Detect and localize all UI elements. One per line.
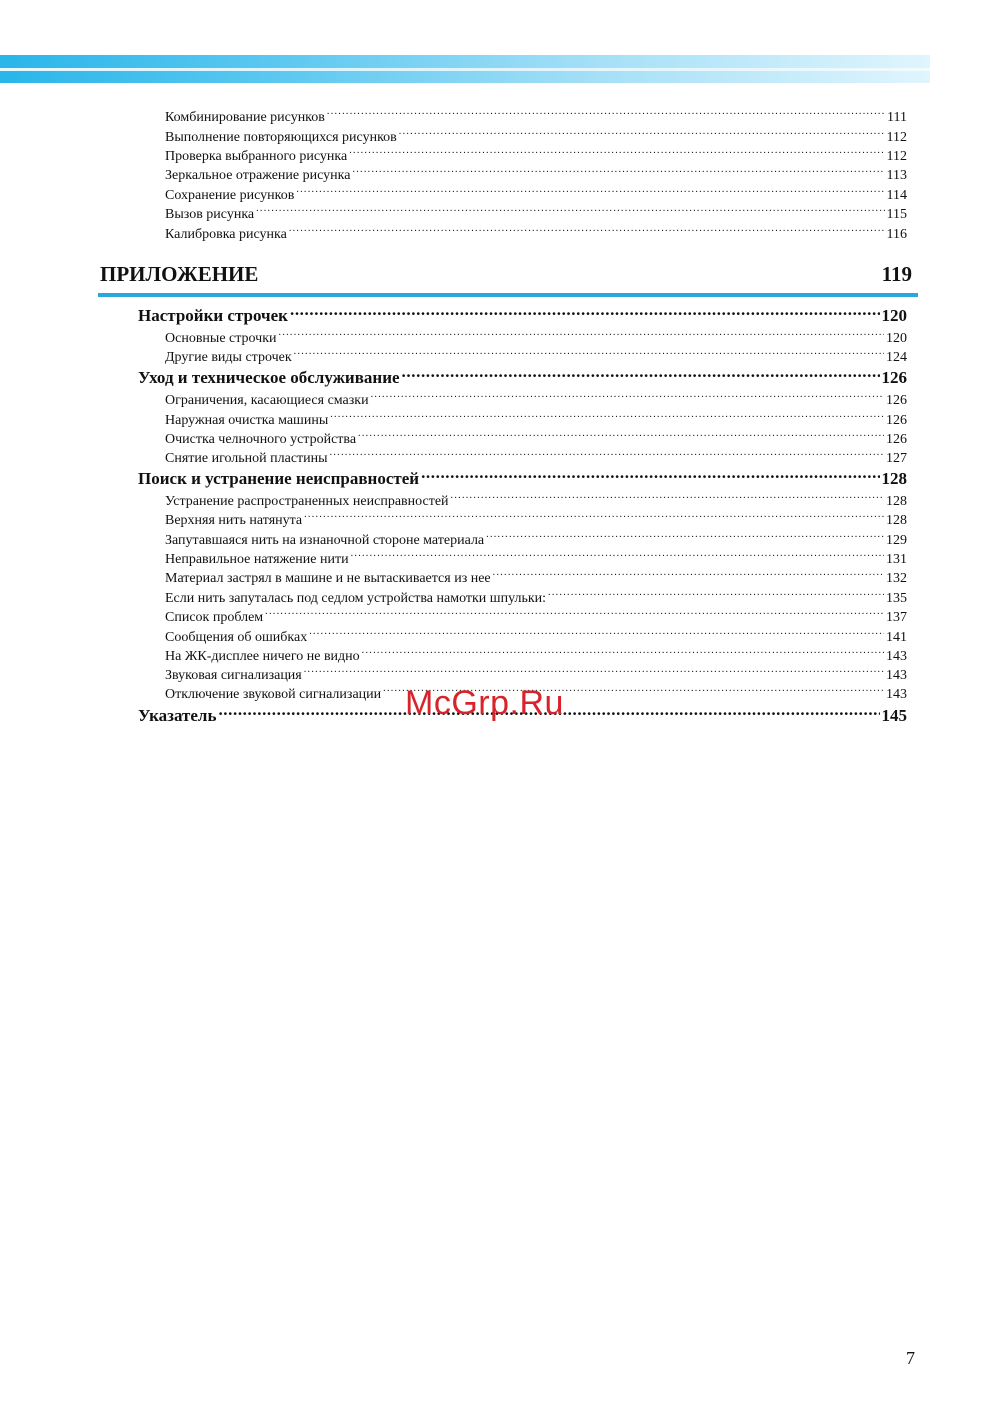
toc-item-title: Зеркальное отражение рисунка	[165, 168, 351, 183]
toc-item[interactable]	[165, 530, 907, 549]
toc-item-page: 126	[886, 393, 907, 408]
toc-item-page: 126	[886, 432, 907, 447]
dot-leader	[493, 568, 884, 582]
toc-item-title: Материал застрял в машине и не вытаскивается из нее	[165, 571, 491, 586]
toc-item-page: 135	[886, 591, 907, 606]
toc-item-page: 111	[887, 110, 907, 125]
dot-leader	[371, 390, 884, 404]
dot-leader	[294, 347, 884, 361]
toc-item-title: Верхняя нить натянута	[165, 513, 303, 528]
page-number: 7	[906, 1348, 915, 1368]
toc-item-page: 124	[886, 350, 907, 365]
header-band-highlight	[0, 68, 930, 71]
dot-leader	[402, 366, 880, 383]
toc-item[interactable]	[165, 646, 907, 665]
toc-item-page: 120	[886, 331, 907, 346]
toc-item-title: Снятие игольной пластины	[165, 451, 328, 466]
dot-leader	[304, 665, 884, 679]
toc-item[interactable]	[165, 127, 907, 146]
toc-item-title: Другие виды строчек	[165, 350, 292, 365]
toc-item[interactable]	[165, 185, 907, 204]
toc-item-title: Устранение распространенных неисправностей	[165, 494, 449, 509]
toc-item[interactable]	[165, 429, 907, 448]
toc-section-title: Уход и техническое обслуживание	[138, 368, 400, 387]
chapter-page: 119	[881, 262, 912, 286]
dot-leader	[358, 429, 884, 443]
dot-leader	[296, 185, 884, 199]
toc-item-page: 129	[886, 533, 907, 548]
dot-leader	[352, 165, 884, 179]
dot-leader	[327, 107, 885, 121]
toc-item-page: 115	[886, 207, 907, 222]
toc-item-title: Неправильное натяжение нити	[165, 552, 349, 567]
toc-item-page: 131	[886, 552, 907, 567]
toc-item-title: Звуковая сигнализация	[165, 668, 302, 683]
toc-item-title: Список проблем	[165, 610, 264, 625]
toc-item-page: 143	[886, 668, 907, 683]
toc-item[interactable]	[165, 665, 907, 684]
toc-item-title: На ЖК-дисплее ничего не видно	[165, 649, 360, 664]
toc-item[interactable]	[165, 607, 907, 626]
toc-section-page: 145	[881, 706, 907, 725]
dot-leader	[349, 146, 884, 160]
toc-item-title: Наружная очистка машины	[165, 413, 329, 428]
toc-item-title: Калибровка рисунка	[165, 227, 287, 242]
toc-item[interactable]	[165, 568, 907, 587]
toc-section[interactable]	[138, 304, 907, 327]
dot-leader	[290, 304, 880, 321]
toc-item[interactable]	[165, 410, 907, 429]
toc-item-title: Основные строчки	[165, 331, 277, 346]
dot-leader	[289, 224, 885, 238]
toc-item-title: Запутавшаяся нить на изнаночной стороне материала	[165, 533, 485, 548]
toc-item-title: Сообщения об ошибках	[165, 630, 308, 645]
toc-item-page: 128	[886, 513, 907, 528]
toc-item[interactable]	[165, 588, 907, 607]
toc-item-page: 143	[886, 649, 907, 664]
toc-item-title: Сохранение рисунков	[165, 188, 295, 203]
watermark: McGrp.Ru	[405, 684, 564, 722]
toc-item[interactable]	[165, 491, 907, 510]
toc-item-page: 112	[886, 130, 907, 145]
toc-item[interactable]	[165, 165, 907, 184]
dot-leader	[486, 530, 884, 544]
dot-leader	[279, 328, 884, 342]
toc-section[interactable]	[138, 467, 907, 490]
dot-leader	[421, 467, 879, 484]
chapter-heading[interactable]	[100, 262, 912, 294]
toc-item-title: Ограничения, касающиеся смазки	[165, 393, 369, 408]
dot-leader	[309, 627, 884, 641]
toc-item-page: 114	[886, 188, 907, 203]
toc-item[interactable]	[165, 390, 907, 409]
toc-item-page: 126	[886, 413, 907, 428]
dot-leader	[451, 491, 884, 505]
toc-section-page: 126	[881, 368, 907, 387]
toc-item[interactable]	[165, 107, 907, 126]
toc-item[interactable]	[165, 549, 907, 568]
toc-item-page: 141	[886, 630, 907, 645]
toc-item-page: 128	[886, 494, 907, 509]
toc-item-page: 127	[886, 451, 907, 466]
toc-item-title: Если нить запуталась под седлом устройства намотки шпульки:	[165, 591, 547, 606]
toc-item[interactable]	[165, 204, 907, 223]
toc-item-title: Очистка челночного устройства	[165, 432, 357, 447]
dot-leader	[330, 448, 884, 462]
toc-item-page: 137	[886, 610, 907, 625]
toc-section-page: 120	[881, 306, 907, 325]
toc-section-page: 128	[881, 469, 907, 488]
toc-item[interactable]	[165, 347, 907, 366]
toc-section-title: Поиск и устранение неисправностей	[138, 469, 420, 488]
toc-item-title: Вызов рисунка	[165, 207, 255, 222]
chapter-title: ПРИЛОЖЕНИЕ	[100, 262, 259, 286]
chapter-rule	[98, 293, 918, 297]
toc-item-title: Отключение звуковой сигнализации	[165, 687, 382, 702]
dot-leader	[351, 549, 884, 563]
toc-item[interactable]	[165, 510, 907, 529]
toc-section-title: Настройки строчек	[138, 306, 288, 325]
toc-item-title: Проверка выбранного рисунка	[165, 149, 348, 164]
dot-leader	[362, 646, 884, 660]
toc-item-page: 116	[886, 227, 907, 242]
dot-leader	[304, 510, 884, 524]
toc-section[interactable]	[138, 366, 907, 389]
toc-item-page: 143	[886, 687, 907, 702]
toc-item-page: 132	[886, 571, 907, 586]
toc-item-page: 112	[886, 149, 907, 164]
toc-item-page: 113	[886, 168, 907, 183]
dot-leader	[548, 588, 884, 602]
toc-item-title: Комбинирование рисунков	[165, 110, 325, 125]
toc-item[interactable]	[165, 224, 907, 243]
toc-section-title: Указатель	[138, 706, 217, 725]
toc-item[interactable]	[165, 328, 907, 347]
toc-item[interactable]	[165, 448, 907, 467]
toc-item[interactable]	[165, 627, 907, 646]
dot-leader	[265, 607, 884, 621]
toc-item[interactable]	[165, 146, 907, 165]
dot-leader	[330, 410, 884, 424]
dot-leader	[399, 127, 885, 141]
toc-item-title: Выполнение повторяющихся рисунков	[165, 130, 397, 145]
dot-leader	[256, 204, 884, 218]
